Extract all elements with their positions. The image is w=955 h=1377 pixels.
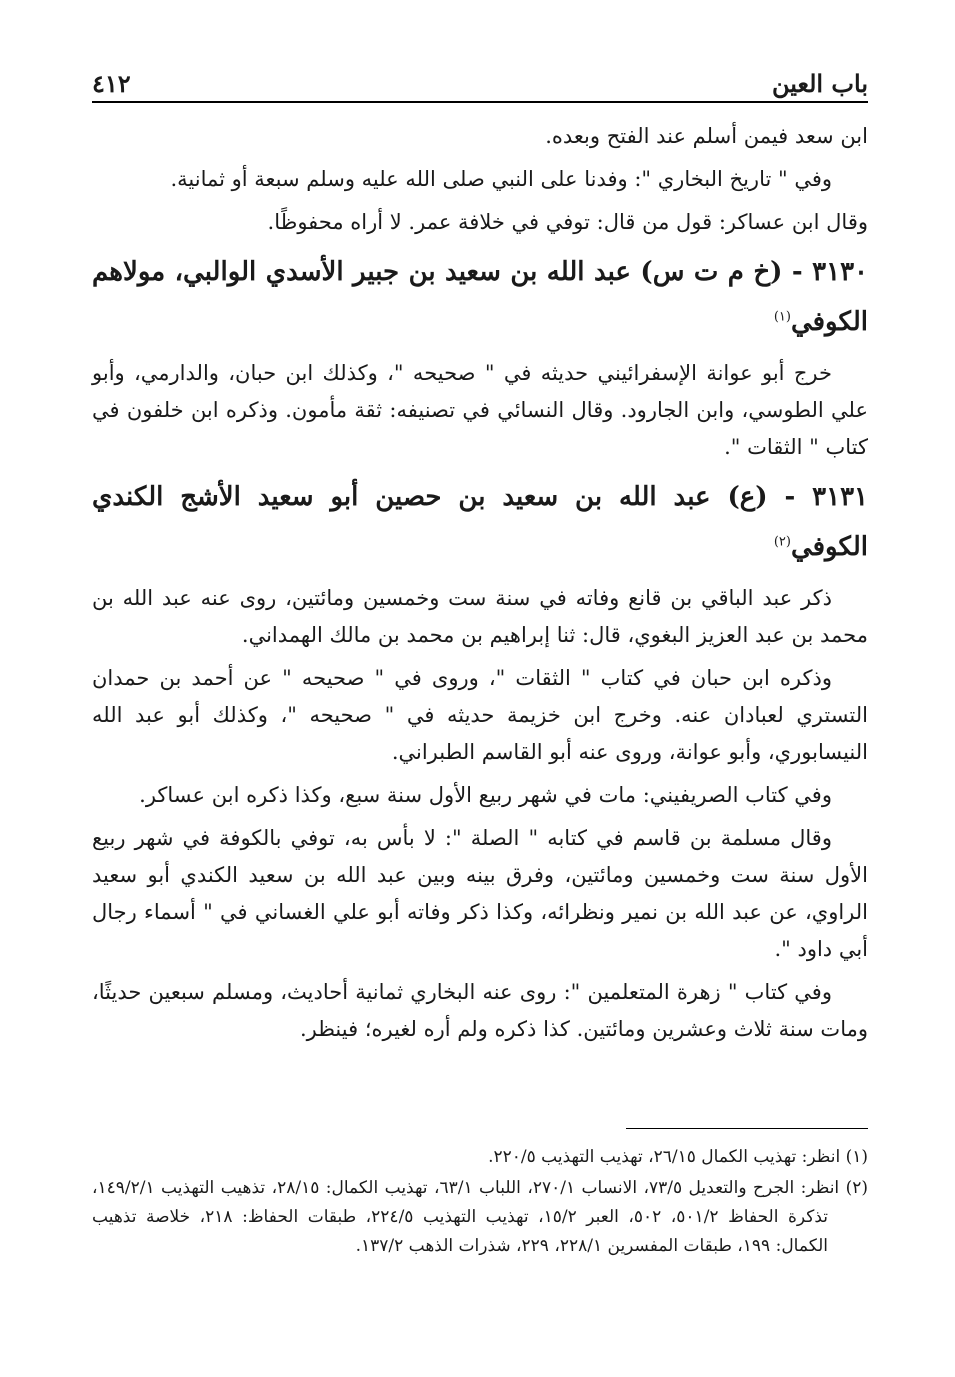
footnote-2: (٢) انظر: الجرح والتعديل ٧٣/٥، الانساب ٢٧٠/١، اللباب ٦٣/١، تهذيب الكمال: ٢٨/١٥، تذهيب التهذيب ١٤٩/٢/١، تذكرة الحفاظ ٥٠١/٢، ٥٠٢، العبر ١٥/٢، تهذيب التهذيب ٢٢٤/٥، طبقات الحفاظ: ٢١٨، خلاصة تذهيب الكمال: ١٩٩، طبقات المفسرين ٢٢٨/١، ٢٢٩، شذرات الذهب ١٣٧/٢.: [92, 1178, 869, 1256]
entry-3131-paragraph: ذكر عبد الباقي بن قانع وفاته في سنة ست وخمسين ومائتين، روى عنه عبد الله بن محمد بن عبد العزيز البغوي، قال: ثنا إبراهيم بن محمد بن مالك الهمداني.: [92, 586, 868, 647]
entry-3131-paragraph: وقال مسلمة بن قاسم في كتابه " الصلة ": لا بأس به، توفي بالكوفة في شهر ربيع الأول سنة ست وخمسين ومائتين، وفرق بينه وبين عبد الله بن سعيد الكندي أبو سعيد الراوي، عن عبد الله بن نمير ونظرائه، وكذا ذكر وفاته أبو علي الغساني في " أسماء رجال أبي داود ".: [92, 826, 868, 961]
entry-heading-3131: [92, 472, 868, 572]
entry-heading-text: ٣١٣١ - (ع) عبد الله بن سعيد بن حصين أبو سعيد الأشج الكندي الكوفي: [92, 482, 868, 562]
footnote-separator: [626, 1128, 868, 1129]
main-text: [92, 118, 868, 1054]
entry-heading-3130: [92, 247, 868, 347]
entry-3131-paragraph: وفي كتاب " زهرة المتعلمين ": روى عنه البخاري ثمانية أحاديث، ومسلم سبعين حديثًا، ومات سنة ثلاث وعشرين ومائتين. كذا ذكره ولم أره لغيره؛ فينظر.: [92, 980, 868, 1041]
entry-3130-text: خرج أبو عوانة الإسفرائيني حديثه في " صحيحه "، وكذلك ابن حبان، والدارمي، وأبو علي الطوسي، وابن الجارود. وقال النسائي في تصنيفه: ثقة مأمون. وذكره ابن خلفون في كتاب " الثقات ".: [92, 361, 868, 459]
footnote-ref[interactable]: (١): [773, 309, 791, 325]
page-number: ٤١٢: [92, 69, 131, 98]
paragraph: وقال ابن عساكر: قول من قال: توفي في خلافة عمر. لا أراه محفوظًا.: [267, 210, 868, 234]
chapter-title: باب العين: [771, 69, 868, 98]
footnotes: [92, 1143, 868, 1263]
running-header: [92, 58, 868, 98]
entry-3131-paragraph: وفي كتاب الصريفيني: مات في شهر ربيع الأول سنة سبع، وكذا ذكره ابن عساكر.: [139, 783, 832, 807]
entry-heading-text: ٣١٣٠ - (خ م ت س) عبد الله بن سعيد بن جبير الأسدي الوالبي، مولاهم الكوفي: [92, 257, 868, 337]
footnote-1: (١) انظر: تهذيب الكمال ٢٦/١٥، تهذيب التهذيب ٢٢٠/٥.: [488, 1147, 868, 1167]
header-rule: [92, 101, 868, 103]
paragraph: ابن سعد فيمن أسلم عند الفتح وبعده.: [545, 124, 868, 148]
footnote-ref[interactable]: (٢): [773, 534, 791, 550]
paragraph: وفي " تاريخ البخاري ": وفدنا على النبي صلى الله عليه وسلم سبعة أو ثمانية.: [170, 167, 832, 191]
entry-3131-paragraph: وذكره ابن حبان في كتاب " الثقات "، وروى في " صحيحه " عن أحمد بن حمدان التستري لعبادان عنه. وخرج ابن خزيمة حديثه في " صحيحه "، وكذلك أبو عبد الله النيسابوري، وأبو عوانة، وروى عنه أبو القاسم الطبراني.: [92, 666, 868, 764]
